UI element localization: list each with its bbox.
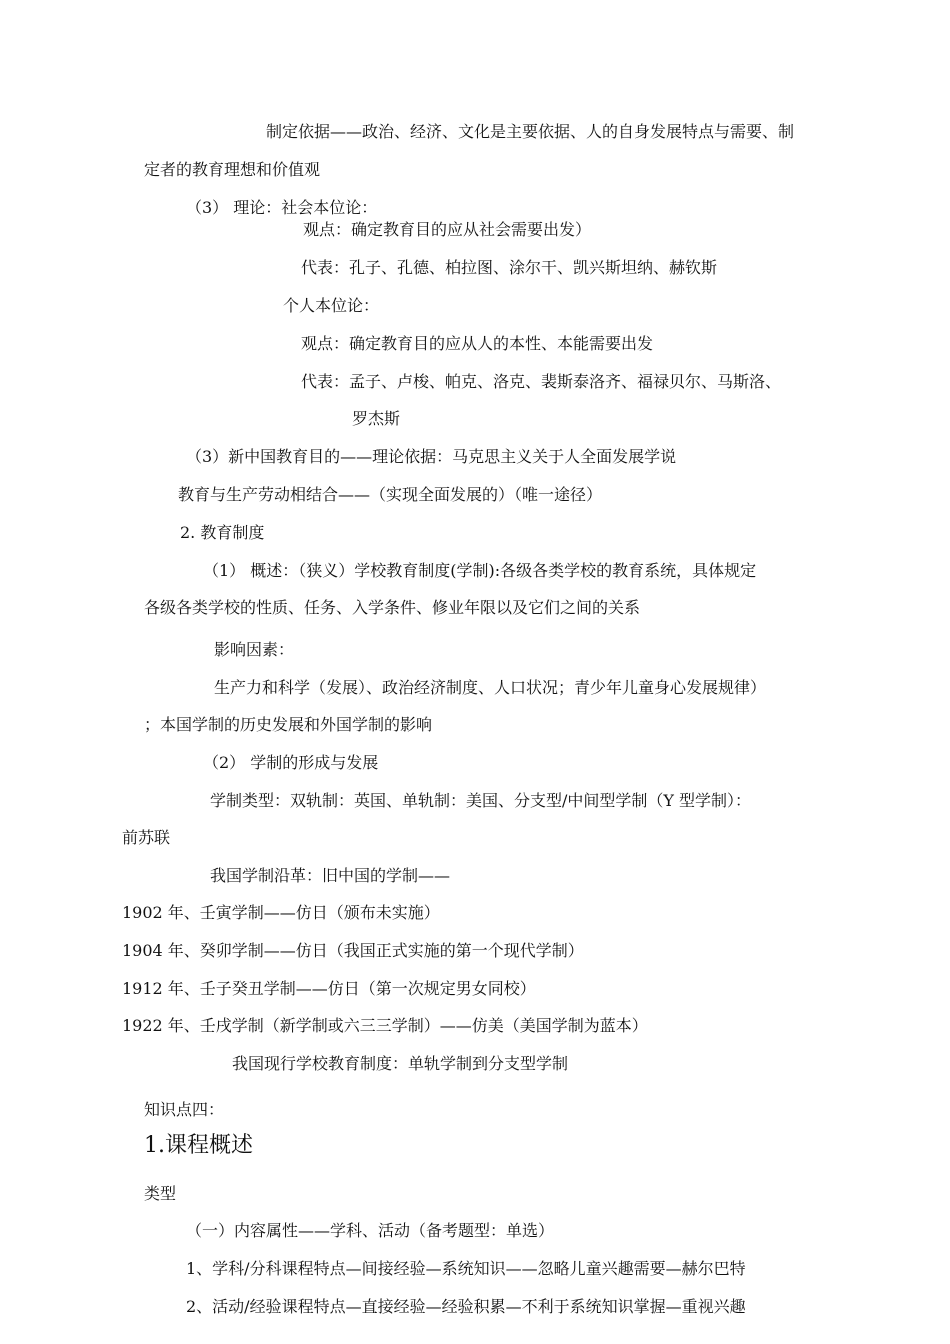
text-line: （2） 学制的形成与发展: [203, 753, 379, 772]
text-line: 影响因素：: [214, 640, 295, 659]
text-line: 教育与生产劳动相结合——（实现全面发展的）（唯一途径）: [178, 485, 603, 504]
text-line: 个人本位论：: [283, 296, 380, 315]
text-line: 学制类型：双轨制：英国、单轨制：美国、分支型/中间型学制（Y 型学制）：: [210, 791, 752, 810]
text-line: 罗杰斯: [352, 409, 401, 428]
text-line: 我国学制沿革：旧中国的学制——: [210, 866, 451, 885]
text-line: （3）新中国教育目的——理论依据：马克思主义关于人全面发展学说: [186, 447, 677, 466]
text-line: （3） 理论：社会本位论：: [186, 198, 378, 217]
section-title: 1.课程概述: [144, 1133, 253, 1158]
text-line: 2. 教育制度: [180, 523, 265, 542]
text-line: 类型: [144, 1184, 177, 1203]
text-line: 观点：确定教育目的应从人的本性、本能需要出发: [301, 334, 654, 353]
text-line: 1、学科/分科课程特点—间接经验—系统知识——忽略儿童兴趣需要—赫尔巴特: [186, 1259, 746, 1278]
text-line: 代表：孔子、孔德、柏拉图、涂尔干、凯兴斯坦纳、赫钦斯: [301, 258, 718, 277]
text-line: 1904 年、癸卯学制——仿日（我国正式实施的第一个现代学制）: [122, 941, 584, 960]
text-line: ；本国学制的历史发展和外国学制的影响: [144, 715, 433, 734]
text-line: 观点：确定教育目的应从社会需要出发）: [303, 220, 592, 239]
text-line: 各级各类学校的性质、任务、入学条件、修业年限以及它们之间的关系: [144, 598, 641, 617]
text-line: 1912 年、壬子癸丑学制——仿日（第一次规定男女同校）: [122, 979, 536, 998]
text-line: 前苏联: [122, 828, 171, 847]
text-line: 我国现行学校教育制度：单轨学制到分支型学制: [232, 1054, 569, 1073]
text-line: 制定依据——政治、经济、文化是主要依据、人的自身发展特点与需要、制: [266, 122, 795, 141]
text-line: 代表：孟子、卢梭、帕克、洛克、裴斯泰洛齐、福禄贝尔、马斯洛、: [301, 372, 782, 391]
text-line: 1922 年、壬戌学制（新学制或六三三学制）——仿美（美国学制为蓝本）: [122, 1016, 648, 1035]
text-line: 生产力和科学（发展）、政治经济制度、人口状况；青少年儿童身心发展规律）: [214, 678, 767, 697]
text-line: 1902 年、壬寅学制——仿日（颁布未实施）: [122, 903, 440, 922]
text-line: （一）内容属性——学科、活动（备考题型：单选）: [186, 1221, 555, 1240]
text-line: 定者的教育理想和价值观: [144, 160, 321, 179]
text-line: 知识点四：: [144, 1100, 225, 1119]
text-line: （1） 概述：（狭义）学校教育制度(学制):各级各类学校的教育系统，具体规定: [203, 561, 757, 580]
text-line: 2、活动/经验课程特点—直接经验—经验积累—不利于系统知识掌握—重视兴趣: [186, 1297, 746, 1316]
